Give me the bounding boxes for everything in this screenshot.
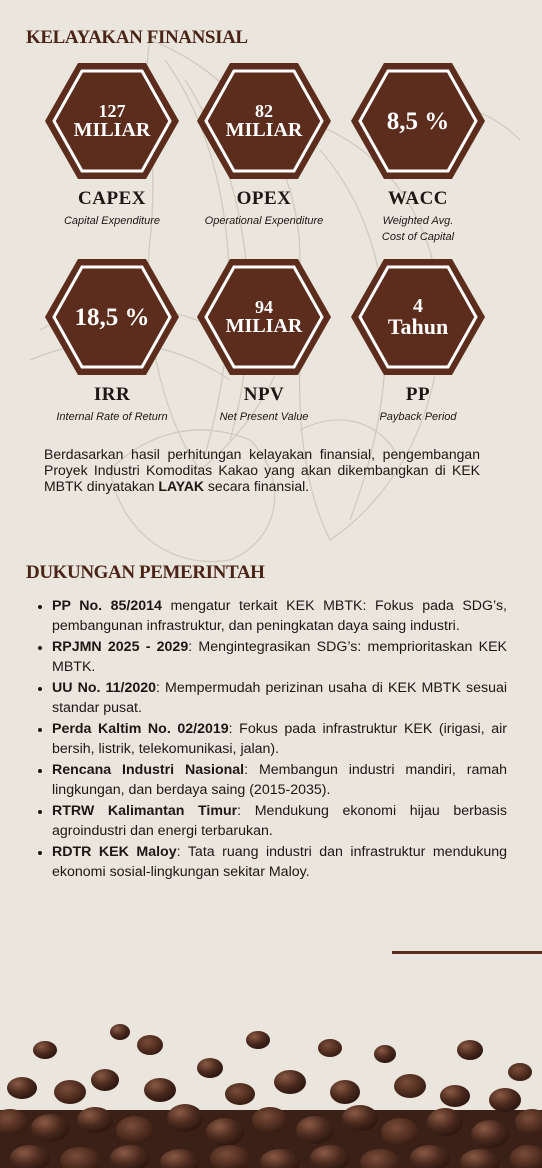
metric-full-name-line2: Cost of Capital xyxy=(381,231,455,243)
metric-unit: Tahun xyxy=(387,314,449,339)
conclusion-paragraph: Berdasarkan hasil perhitungan kelayakan finansial, pengembangan Proyek Industri Komoditas Kakao yang akan dikembangkan di KEK MBTK dinyatakan LAYAK secara finansial. xyxy=(44,446,480,494)
hexagon-badge xyxy=(44,62,180,180)
layak-emphasis: LAYAK xyxy=(158,478,205,494)
government-support-list xyxy=(30,596,507,883)
decorative-divider xyxy=(392,951,542,954)
metric-abbr: WACC xyxy=(387,188,449,209)
metric-abbr: NPV xyxy=(243,384,285,405)
metric-full-name: Payback Period xyxy=(379,411,457,423)
metric-unit: MILIAR xyxy=(225,315,303,337)
metric-full-name: Operational Expenditure xyxy=(204,215,324,227)
metric-full-name: Capital Expenditure xyxy=(63,215,160,227)
list-item: • RPJMN 2025 - 2029: Mengintegrasikan SDG’s: memprioritaskan KEK MBTK. xyxy=(52,637,507,677)
hexagon-badge xyxy=(196,62,332,180)
chocolate-chips-image xyxy=(0,1010,542,1168)
metric-unit: MILIAR xyxy=(225,119,303,141)
metric-abbr: PP xyxy=(405,384,431,405)
section-title-dukungan: DUKUNGAN PEMERINTAH xyxy=(26,562,265,583)
metric-abbr: IRR xyxy=(93,384,131,405)
metric-full-name: Weighted Avg. xyxy=(382,215,454,227)
list-item: • UU No. 11/2020: Mempermudah perizinan usaha di KEK MBTK sesuai standar pusat. xyxy=(52,678,507,718)
metric-abbr: CAPEX xyxy=(78,188,146,209)
metric-value: 18,5 % xyxy=(74,303,150,331)
hexagon-badge xyxy=(350,62,486,180)
metric-card-opex xyxy=(189,62,339,229)
list-item: • RTRW Kalimantan Timur: Mendukung ekonomi hijau berbasis agroindustri dan energi terbarukan. xyxy=(52,801,507,841)
metric-card-wacc xyxy=(343,62,493,245)
metric-unit: MILIAR xyxy=(73,119,151,141)
list-item: • PP No. 85/2014 mengatur terkait KEK MBTK: Fokus pada SDG’s, pembangunan infrastruktur, dan peningkatan daya saing industri. xyxy=(52,596,507,636)
section-title-kelayakan: KELAYAKAN FINANSIAL xyxy=(26,27,248,48)
metric-value: 94 xyxy=(255,297,273,317)
metric-value: 82 xyxy=(255,101,273,121)
hexagon-badge xyxy=(44,258,180,376)
metric-card-pp xyxy=(343,258,493,425)
metric-card-irr xyxy=(37,258,187,425)
metric-value: 8,5 % xyxy=(386,107,450,135)
hexagon-badge xyxy=(196,258,332,376)
hexagon-badge xyxy=(350,258,486,376)
metric-full-name: Internal Rate of Return xyxy=(56,411,168,423)
list-item: • Rencana Industri Nasional: Membangun industri mandiri, ramah lingkungan, dan berdaya saing (2015-2035). xyxy=(52,760,507,800)
list-item: • RDTR KEK Maloy: Tata ruang industri dan infrastruktur mendukung ekonomi sosial-lingkungan sekitar Maloy. xyxy=(52,842,507,882)
metric-card-npv xyxy=(189,258,339,425)
metric-value: 127 xyxy=(98,101,126,121)
metric-abbr: OPEX xyxy=(236,188,292,209)
metric-card-capex xyxy=(37,62,187,229)
metric-value: 4 xyxy=(413,295,423,317)
metric-full-name: Net Present Value xyxy=(219,411,309,423)
list-item: • Perda Kaltim No. 02/2019: Fokus pada infrastruktur KEK (irigasi, air bersih, listrik, telekomunikasi, jalan). xyxy=(52,719,507,759)
